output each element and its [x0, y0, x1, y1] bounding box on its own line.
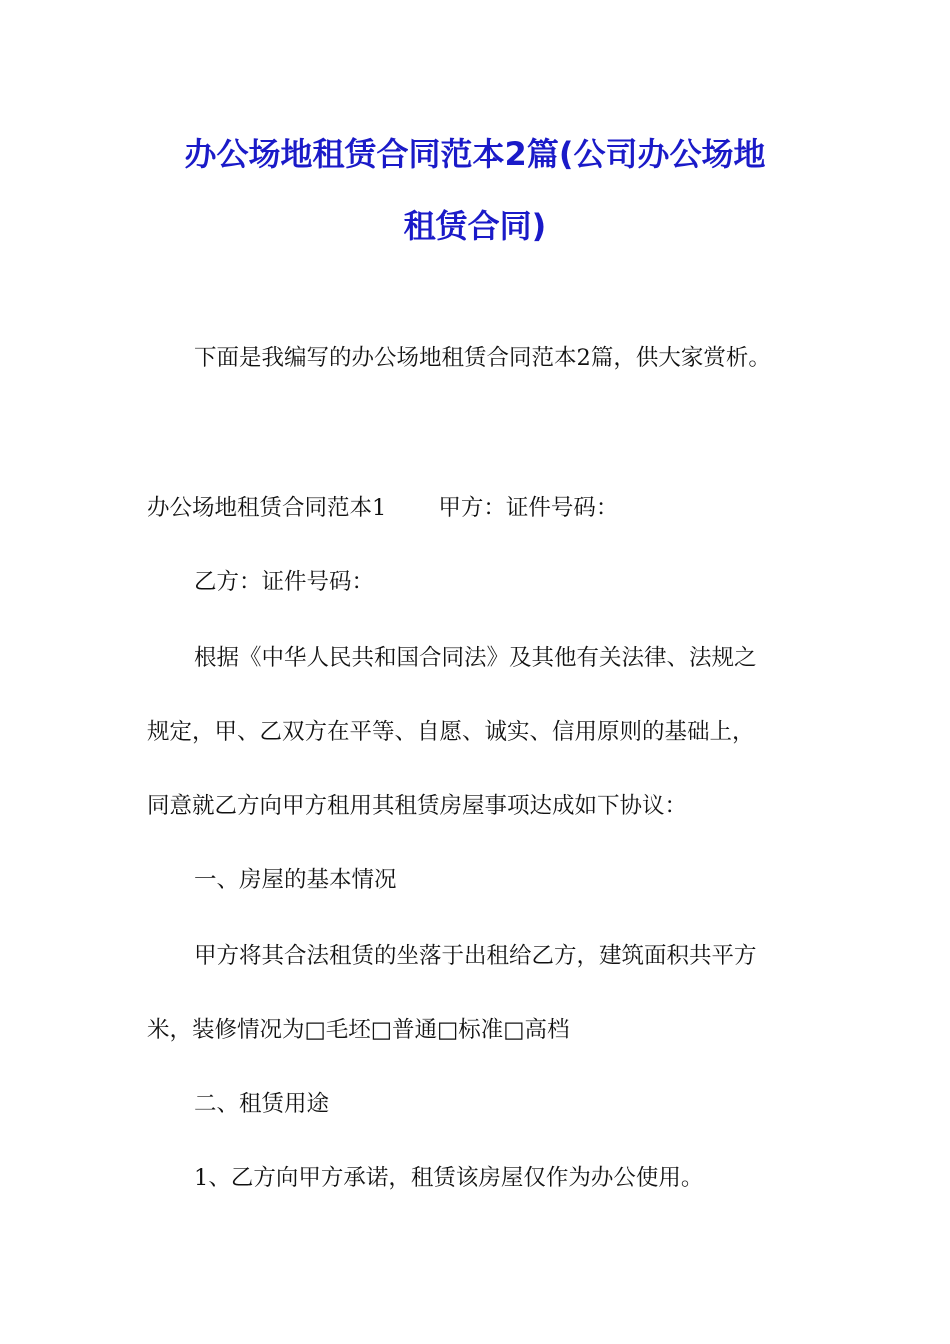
document-title-line-1: 办公场地租赁合同范本2篇(公司办公场地 — [184, 135, 766, 173]
clause-1-line-2: 米，装修情况为□毛坯□普通□标准□高档 — [147, 1017, 570, 1043]
basis-paragraph-line-1: 根据《中华人民共和国合同法》及其他有关法律、法规之 — [194, 645, 757, 671]
document-title-line-2: 租赁合同) — [403, 207, 547, 245]
clause-1-line-1: 甲方将其合法租赁的坐落于出租给乙方，建筑面积共平方 — [194, 943, 757, 969]
clause-2-heading: 二、租赁用途 — [194, 1091, 330, 1117]
basis-paragraph-line-3: 同意就乙方向甲方租用其租赁房屋事项达成如下协议： — [147, 793, 688, 819]
clause-2-item-1: 1、乙方向甲方承诺，租赁该房屋仅作为办公使用。 — [194, 1165, 704, 1191]
intro-paragraph: 下面是我编写的办公场地租赁合同范本2篇，供大家赏析。 — [194, 345, 771, 371]
clause-1-heading: 一、房屋的基本情况 — [194, 867, 397, 893]
section-heading-row — [147, 492, 618, 524]
basis-paragraph-line-2: 规定，甲、乙双方在平等、自愿、诚实、信用原则的基础上， — [147, 719, 755, 745]
party-a-line: 甲方：证件号码： — [438, 495, 619, 521]
party-b-line: 乙方：证件号码： — [194, 569, 375, 595]
section-heading: 办公场地租赁合同范本1 — [147, 495, 387, 521]
